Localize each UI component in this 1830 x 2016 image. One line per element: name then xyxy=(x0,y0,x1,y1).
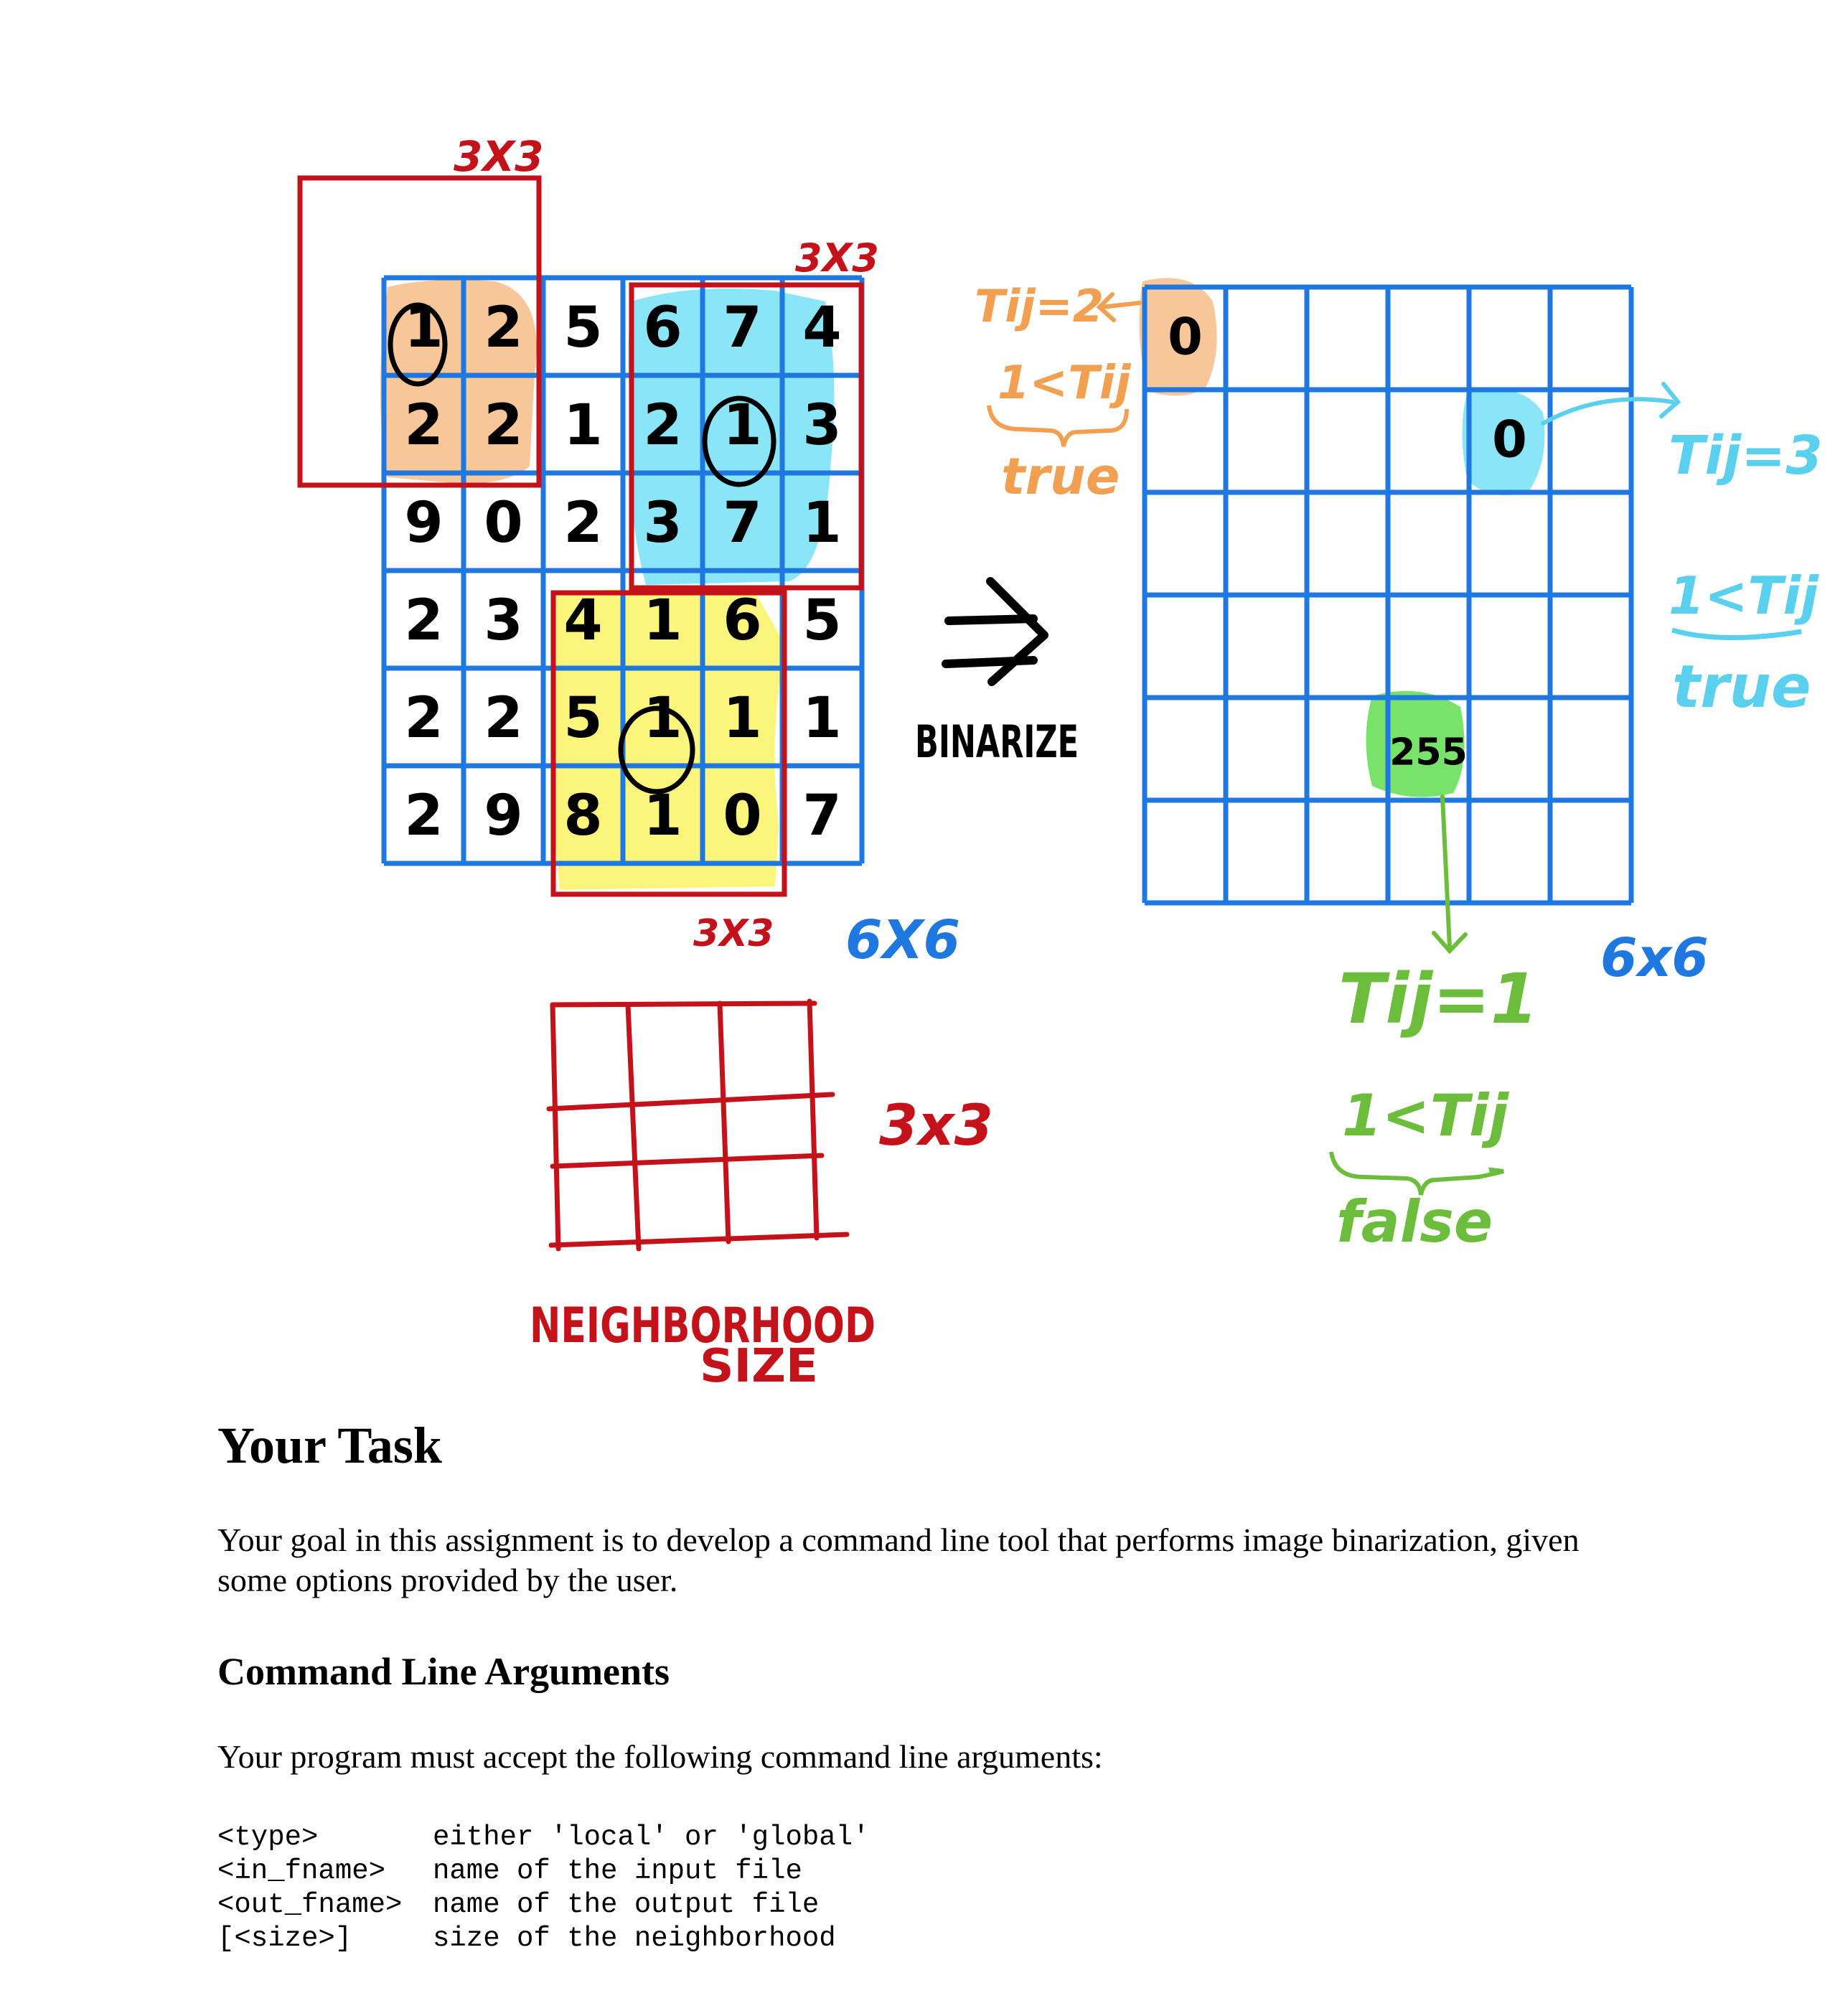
cell-value: 3 xyxy=(643,491,682,555)
cell-value: 2 xyxy=(484,686,523,751)
svg-text:true: true xyxy=(1672,653,1811,721)
neighborhood-caption-line1: NEIGHBORHOOD xyxy=(530,1298,876,1354)
cell-value: 7 xyxy=(723,296,762,360)
cell-value: 1 xyxy=(643,686,682,751)
cell-value: 5 xyxy=(802,589,842,653)
cell-value: 4 xyxy=(563,589,603,653)
cell-value: 6 xyxy=(723,589,762,653)
cell-value: 3 xyxy=(802,393,842,458)
neighborhood-size-label: 3x3 xyxy=(879,1094,993,1158)
args-heading: Command Line Arguments xyxy=(217,1650,670,1693)
cell-value: 9 xyxy=(404,491,444,555)
svg-text:false: false xyxy=(1336,1188,1493,1255)
cell-value: 1 xyxy=(723,686,762,751)
window-label-bottom: 3X3 xyxy=(693,912,774,955)
cell-value: 5 xyxy=(563,296,603,360)
cell-value: 1 xyxy=(723,393,762,458)
cell-value: 1 xyxy=(643,589,682,653)
cell-value: 0 xyxy=(1492,410,1527,469)
arg-row xyxy=(217,1888,870,1922)
window-label-top-left: 3X3 xyxy=(454,132,544,181)
cell-value: 1 xyxy=(643,784,682,848)
output-grid xyxy=(1145,287,1631,903)
cell-value: 2 xyxy=(404,784,444,848)
svg-text:true: true xyxy=(1001,447,1120,506)
orange-brace xyxy=(989,405,1127,446)
arg-desc: either 'local' or 'global' xyxy=(433,1822,870,1853)
cell-value: 2 xyxy=(404,686,444,751)
cell-value: 0 xyxy=(723,784,762,848)
arg-row xyxy=(217,1821,870,1855)
cell-value: 1 xyxy=(802,686,842,751)
binarize-arrow-icon xyxy=(946,581,1044,682)
arg-row xyxy=(217,1922,870,1956)
arg-desc: name of the output file xyxy=(433,1889,820,1921)
cell-value: 4 xyxy=(802,296,842,360)
output-values xyxy=(1168,308,1527,774)
orange-arrow-icon xyxy=(1099,294,1140,320)
cell-value: 1 xyxy=(404,296,444,360)
cell-value: 0 xyxy=(484,491,523,555)
cell-value: 0 xyxy=(1168,307,1203,367)
cell-value: 6 xyxy=(643,296,682,360)
cyan-annotation xyxy=(1543,384,1823,721)
neighborhood-grid xyxy=(549,1001,847,1249)
cell-value: 5 xyxy=(563,686,603,751)
svg-text:1<Tij: 1<Tij xyxy=(998,357,1131,410)
cell-value: 2 xyxy=(484,393,523,458)
cell-value: 7 xyxy=(723,491,762,555)
task-heading: Your Task xyxy=(217,1417,442,1474)
cyan-underline xyxy=(1672,630,1801,638)
cell-value: 2 xyxy=(643,393,682,458)
arg-desc: name of the input file xyxy=(433,1855,802,1887)
cell-value: 2 xyxy=(404,589,444,653)
arg-desc: size of the neighborhood xyxy=(433,1923,836,1954)
svg-text:1<Tij: 1<Tij xyxy=(1342,1082,1509,1149)
cell-value: 2 xyxy=(404,393,444,458)
cell-value: 255 xyxy=(1389,731,1468,774)
cell-value: 2 xyxy=(484,296,523,360)
neighborhood-caption-line2: SIZE xyxy=(700,1340,818,1392)
arg-name: <type> xyxy=(217,1822,319,1853)
arg-name: <in_fname> xyxy=(217,1855,386,1887)
args-list xyxy=(217,1821,870,1956)
args-intro: Your program must accept the following command line arguments: xyxy=(217,1738,1103,1775)
green-annotation xyxy=(1331,797,1539,1255)
cell-value: 8 xyxy=(563,784,603,848)
cell-value: 3 xyxy=(484,589,523,653)
task-description: Your goal in this assignment is to develop a command line tool that performs image binarization, given some options provided by the user. xyxy=(217,1522,1580,1598)
svg-text:Tij=1: Tij=1 xyxy=(1338,959,1539,1039)
svg-text:Tij=2: Tij=2 xyxy=(975,280,1104,332)
cell-value: 1 xyxy=(563,393,603,458)
svg-text:1<Tij: 1<Tij xyxy=(1669,566,1819,626)
output-size-label: 6x6 xyxy=(1600,927,1709,989)
cell-value: 7 xyxy=(802,784,842,848)
cell-value: 9 xyxy=(484,784,523,848)
svg-text:Tij=3: Tij=3 xyxy=(1669,425,1823,487)
binarize-label: BINARIZE xyxy=(915,716,1079,768)
green-arrow-icon xyxy=(1434,797,1465,951)
arg-row xyxy=(217,1855,870,1888)
window-label-top-right: 3X3 xyxy=(795,235,879,281)
cell-value: 1 xyxy=(802,491,842,555)
arg-name: [<size>] xyxy=(217,1923,352,1954)
orange-annotation xyxy=(975,280,1140,506)
input-size-label: 6X6 xyxy=(845,909,961,971)
arg-name: <out_fname> xyxy=(217,1889,403,1921)
cell-value: 2 xyxy=(563,491,603,555)
